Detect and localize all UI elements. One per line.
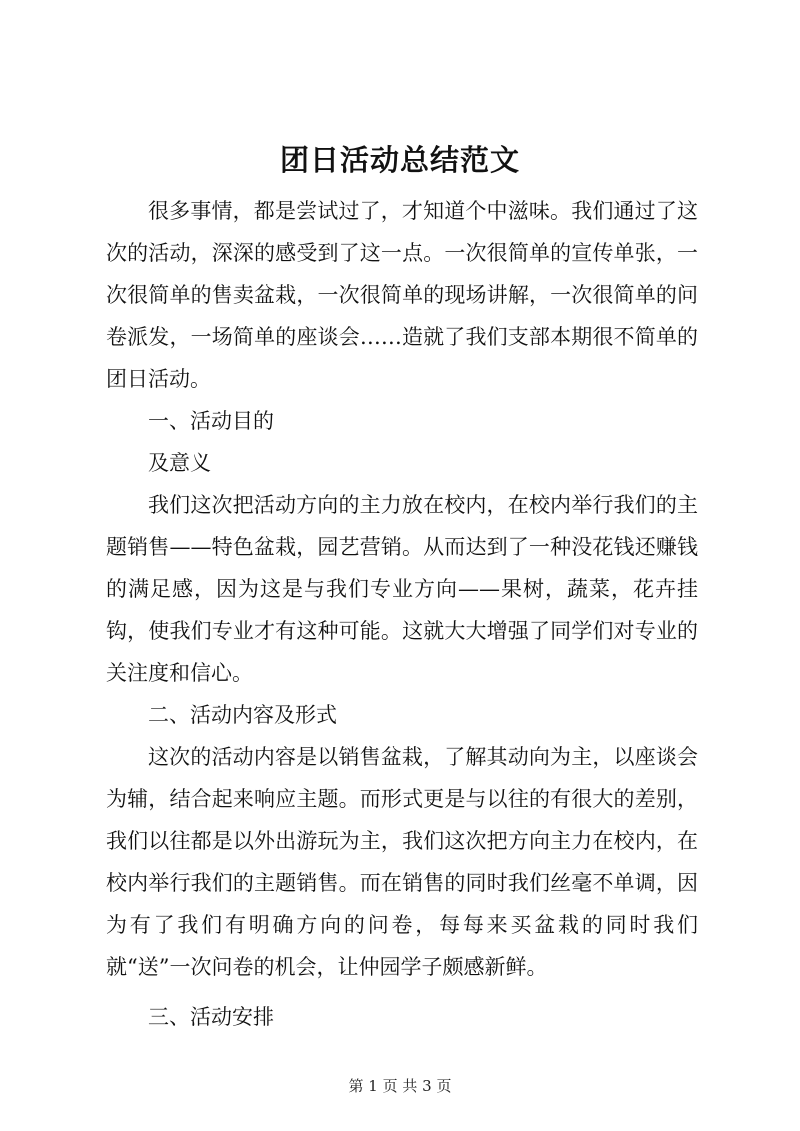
page-footer: 第 1 页 共 3 页 [348, 1077, 452, 1095]
document-title: 团日活动总结范文 [279, 143, 520, 177]
paragraph-content: 这次的活动内容是以销售盆栽，了解其动向为主，以座谈会为辅，结合起来响应主题。而形式更是与以往的有很大的差别，我们以往都是以外出游玩为主，我们这次把方向主力在校内，在校内举行我们的主题销售。而在销售的同时我们丝毫不单调，因为有了我们有明确方向的问卷，每每来买盆栽的同时我们就“送”一次问卷的机会，让仲园学子颇感新鲜。 [106, 745, 698, 979]
section-heading-2: 二、活动内容及形式 [148, 703, 337, 727]
paragraph-purpose: 我们这次把活动方向的主力放在校内，在校内举行我们的主题销售——特色盆栽，园艺营销。从而达到了一种没花钱还赚钱的满足感，因为这是与我们专业方向——果树，蔬菜，花卉挂钩，使我们专业才有这种可能。这就大大增强了同学们对专业的关注度和信心。 [106, 493, 698, 685]
paragraph-intro: 很多事情，都是尝试过了，才知道个中滋味。我们通过了这次的活动，深深的感受到了这一点。一次很简单的宣传单张，一次很简单的售卖盆栽，一次很简单的现场讲解，一次很简单的问卷派发，一场简单的座谈会……造就了我们支部本期很不简单的团日活动。 [106, 199, 698, 391]
document-body [106, 190, 698, 1038]
section-heading-1-continued: 及意义 [148, 451, 211, 475]
section-heading-3: 三、活动安排 [148, 1005, 274, 1029]
section-heading-1: 一、活动目的 [148, 409, 274, 433]
